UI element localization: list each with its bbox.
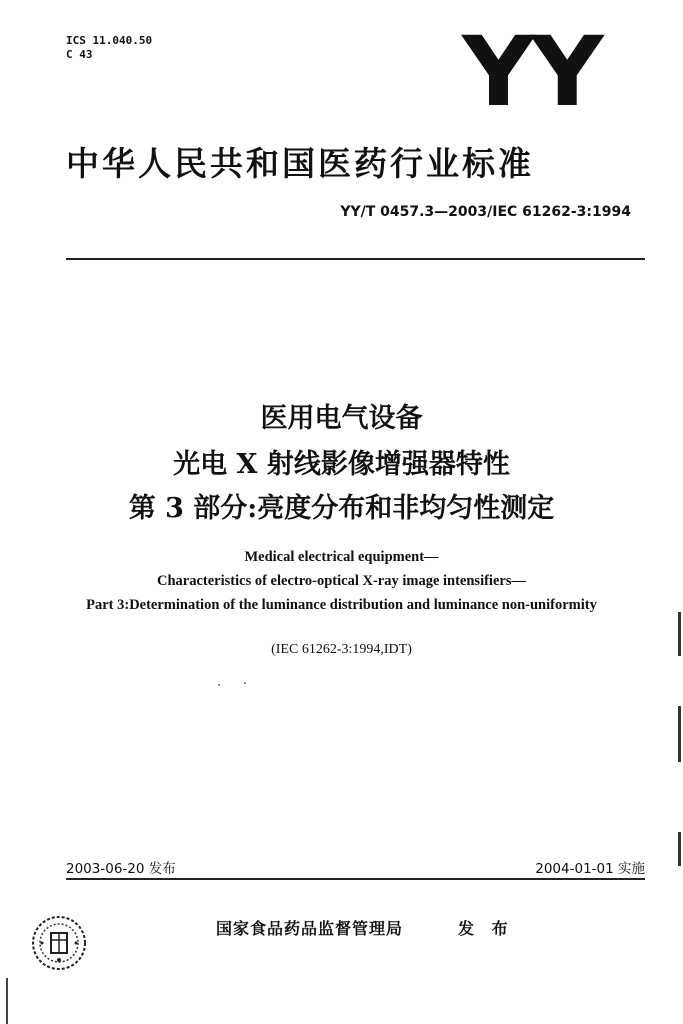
iec-equivalence: (IEC 61262-3:1994,IDT) <box>271 642 412 657</box>
scan-edge-mark <box>678 706 681 762</box>
issuing-authority: 国家食品药品监督管理局 <box>216 919 404 938</box>
effective-date: 2004-01-01 实施 <box>535 861 645 877</box>
scan-edge-mark <box>6 978 8 1024</box>
bottom-divider <box>66 878 645 880</box>
official-seal-icon <box>30 914 88 972</box>
english-title-line-1: Medical electrical equipment— <box>244 549 439 565</box>
chinese-title-line-3: 第 3 部分:亮度分布和非均匀性测定 <box>128 493 555 524</box>
english-title-line-3: Part 3:Determination of the luminance distribution and luminance non-uniformity <box>86 597 597 613</box>
english-title-line-2: Characteristics of electro-optical X-ray image intensifiers— <box>157 573 526 589</box>
standard-number: YY/T 0457.3—2003/IEC 61262-3:1994 <box>340 204 631 220</box>
scan-speck <box>218 684 220 686</box>
chinese-title-line-2: 光电 X 射线影像增强器特性 <box>173 449 510 480</box>
standard-category-title: 中华人民共和国医药行业标准 <box>66 144 534 183</box>
scan-speck <box>244 682 246 684</box>
issue-date: 2003-06-20 发布 <box>66 861 176 877</box>
issuing-verb: 发 布 <box>458 919 514 938</box>
ccs-code: C 43 <box>66 48 93 61</box>
top-divider <box>66 258 645 260</box>
scan-edge-mark <box>678 612 681 656</box>
ics-code: ICS 11.040.50 <box>66 34 153 47</box>
chinese-title-line-1: 医用电气设备 <box>260 403 423 434</box>
standard-logo: YY <box>462 16 600 128</box>
classification-codes <box>66 34 152 62</box>
scan-edge-mark <box>678 832 681 866</box>
